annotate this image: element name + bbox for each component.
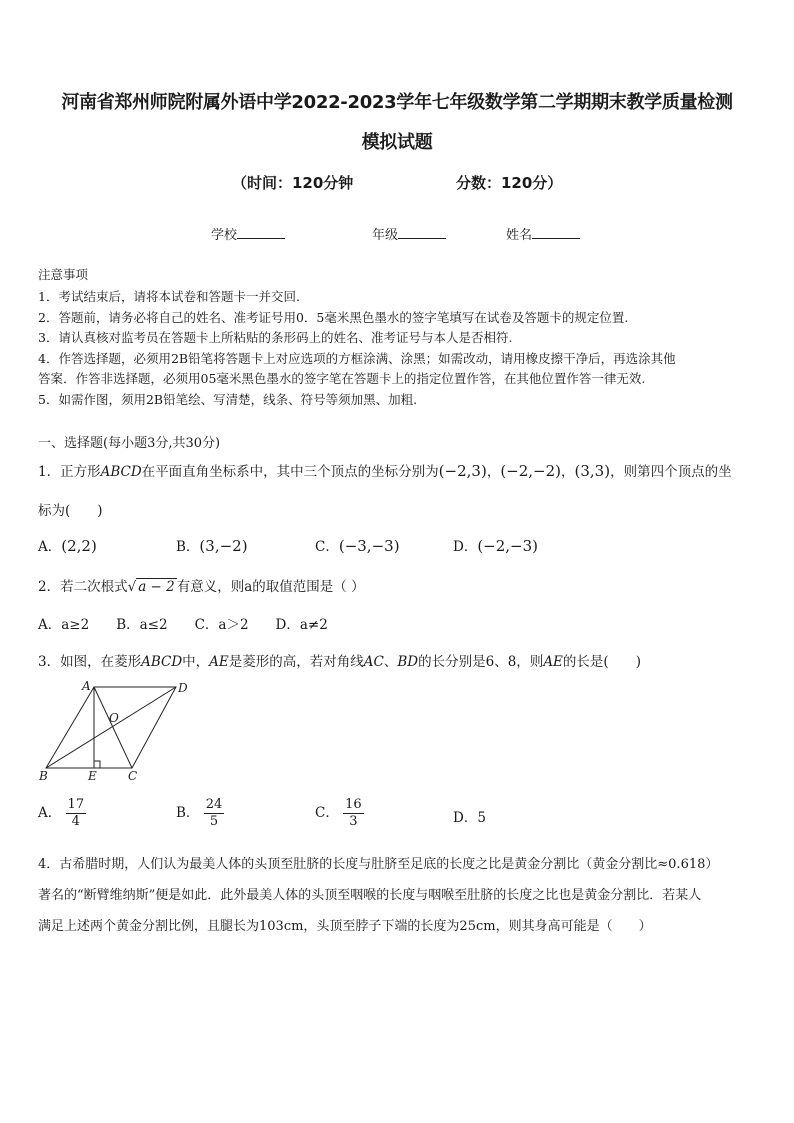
q3-option-a[interactable] bbox=[38, 797, 86, 830]
q1-text: 1．正方形 bbox=[38, 464, 101, 480]
denominator: 4 bbox=[71, 814, 80, 829]
fraction bbox=[204, 797, 225, 830]
q3-segment: AE bbox=[209, 654, 229, 670]
q3-option-b[interactable] bbox=[176, 797, 224, 830]
diagonal-bd bbox=[46, 687, 176, 768]
q3-text: 、 bbox=[383, 654, 398, 670]
question-4-line2: 著名的“断臂维纳斯”便是如此．此外最美人体的头顶至咽喉的长度与咽喉至肚脐的长度之比也是黄金分割比．若某人 bbox=[38, 888, 702, 903]
option-value: (2,2) bbox=[61, 537, 97, 555]
question-3 bbox=[38, 650, 641, 670]
school-blank[interactable] bbox=[237, 226, 285, 239]
q3-option-c[interactable] bbox=[315, 797, 364, 830]
q1-shape: ABCD bbox=[100, 464, 142, 480]
exam-score: 分数：120分） bbox=[456, 174, 563, 192]
option-label: D． bbox=[453, 539, 478, 555]
option-value: (−3,−3) bbox=[338, 537, 400, 555]
notes-heading: 注意事项 bbox=[38, 267, 89, 282]
diagonal-ac bbox=[94, 687, 132, 768]
option-label: D． bbox=[453, 810, 478, 826]
grade-field bbox=[372, 224, 446, 243]
question-4-line3: 满足上述两个黄金分割比例，且腿长为103cm，头顶至脖子下端的长度为25cm，则其身高可能是（ ） bbox=[38, 919, 652, 934]
note-item: 5．如需作图，须用2B铅笔绘、写清楚，线条、符号等须加黑、加粗. bbox=[38, 392, 418, 407]
q2-radicand: a − 2 bbox=[138, 579, 175, 595]
question-4-line1: 4．古希腊时期，人们认为最美人体的头顶至肚脐的长度与肚脐至足底的长度之比是黄金分割比（黄金分割比≈0.618） bbox=[38, 857, 719, 872]
option-label: C． bbox=[315, 539, 339, 555]
denominator: 5 bbox=[209, 814, 219, 829]
q3-text: 的长是( ) bbox=[562, 654, 641, 670]
label-c: C bbox=[128, 769, 138, 783]
note-item: 4．作答选择题，必须用2B铅笔将答题卡上对应选项的方框涂满、涂黑；如需改动，请用橡皮擦干净后，再选涂其他 bbox=[38, 351, 676, 366]
q3-shape: ABCD bbox=[141, 654, 183, 670]
note-item: 1．考试结束后，请将本试卷和答题卡一并交回. bbox=[38, 289, 300, 304]
name-field bbox=[506, 224, 580, 243]
rhombus-figure bbox=[36, 678, 196, 786]
label-o: O bbox=[109, 711, 119, 725]
q1-line2: 标为( ) bbox=[38, 503, 103, 519]
grade-label: 年级 bbox=[372, 228, 399, 243]
q3-text: 3．如图，在菱形 bbox=[38, 654, 142, 670]
option-label: A． bbox=[38, 539, 62, 555]
q3-segment: AC bbox=[363, 654, 384, 670]
label-e: E bbox=[88, 769, 97, 783]
option-label: A． bbox=[38, 805, 62, 821]
q2-options[interactable]: A．a≥2 B．a≤2 C．a＞2 D．a≠2 bbox=[38, 617, 328, 633]
fraction bbox=[66, 797, 87, 830]
q3-text: 中， bbox=[182, 654, 210, 670]
q1-text: ，则第四个顶点的坐 bbox=[610, 464, 732, 480]
q1-point: (−2,3) bbox=[438, 462, 487, 480]
label-b: B bbox=[39, 769, 48, 783]
note-item: 答案．作答非选择题，必须用05毫米黑色墨水的签字笔在答题卡上的指定位置作答，在其他位置作答一律无效. bbox=[38, 371, 646, 386]
q3-segment: AE bbox=[543, 654, 563, 670]
option-value: (−2,−3) bbox=[477, 537, 539, 555]
q1-point: (−2,−2) bbox=[500, 462, 562, 480]
school-label: 学校 bbox=[211, 228, 238, 243]
q2-text: 有意义，则a的取值范围是（ ） bbox=[176, 579, 365, 595]
q1-option-b[interactable] bbox=[176, 535, 248, 555]
option-label: B． bbox=[176, 539, 200, 555]
question-1: 1．正方形ABCD在平面直角坐标系中，其中三个顶点的坐标分别为(−2,3)，(−2,−2)，(3,3)，则第四个顶点的坐 bbox=[38, 462, 732, 480]
note-item: 3．请认真核对监考员在答题卡上所粘贴的条形码上的姓名、准考证号与本人是否相符. bbox=[38, 330, 513, 345]
note-item: 2．答题前，请务必将自己的姓名、准考证号用0．5毫米黑色墨水的签字笔填写在试卷及答题卡的规定位置. bbox=[38, 310, 629, 325]
q1-text: 在平面直角坐标系中，其中三个顶点的坐标分别为 bbox=[141, 464, 439, 480]
q3-segment: BD bbox=[397, 654, 419, 670]
numerator: 16 bbox=[345, 797, 362, 812]
q3-option-d[interactable] bbox=[453, 806, 486, 826]
label-d: D bbox=[178, 681, 188, 695]
q1-option-d[interactable] bbox=[453, 535, 538, 555]
numerator: 24 bbox=[205, 797, 223, 812]
label-a: A bbox=[82, 679, 91, 693]
q2-text: 2．若二次根式 bbox=[38, 579, 128, 595]
numerator: 17 bbox=[67, 797, 85, 812]
grade-blank[interactable] bbox=[398, 226, 446, 239]
option-value: (3,−2) bbox=[199, 537, 248, 555]
page-title-line2: 模拟试题 bbox=[361, 132, 433, 153]
option-value: 5 bbox=[477, 810, 486, 826]
q3-text: 的长分别是6、8，则 bbox=[418, 654, 544, 670]
q1-option-c[interactable] bbox=[315, 535, 400, 555]
fraction bbox=[343, 797, 364, 830]
name-label: 姓名 bbox=[506, 228, 533, 243]
school-field bbox=[211, 224, 285, 243]
sqrt-sign: √ bbox=[127, 579, 137, 595]
option-label: B． bbox=[176, 805, 200, 821]
option-label: C． bbox=[315, 805, 339, 821]
q1-option-a[interactable] bbox=[38, 535, 97, 555]
exam-time: （时间：120分钟 bbox=[232, 174, 354, 192]
denominator: 3 bbox=[349, 814, 358, 829]
section-heading: 一、选择题(每小题3分,共30分) bbox=[38, 436, 221, 451]
q1-point: (3,3) bbox=[574, 462, 611, 480]
name-blank[interactable] bbox=[532, 226, 580, 239]
page-title: 河南省郑州师院附属外语中学2022-2023学年七年级数学第二学期期末教学质量检测 bbox=[61, 92, 733, 113]
question-2 bbox=[38, 575, 365, 595]
q3-text: 是菱形的高，若对角线 bbox=[228, 654, 364, 670]
right-angle-mark bbox=[94, 761, 100, 768]
